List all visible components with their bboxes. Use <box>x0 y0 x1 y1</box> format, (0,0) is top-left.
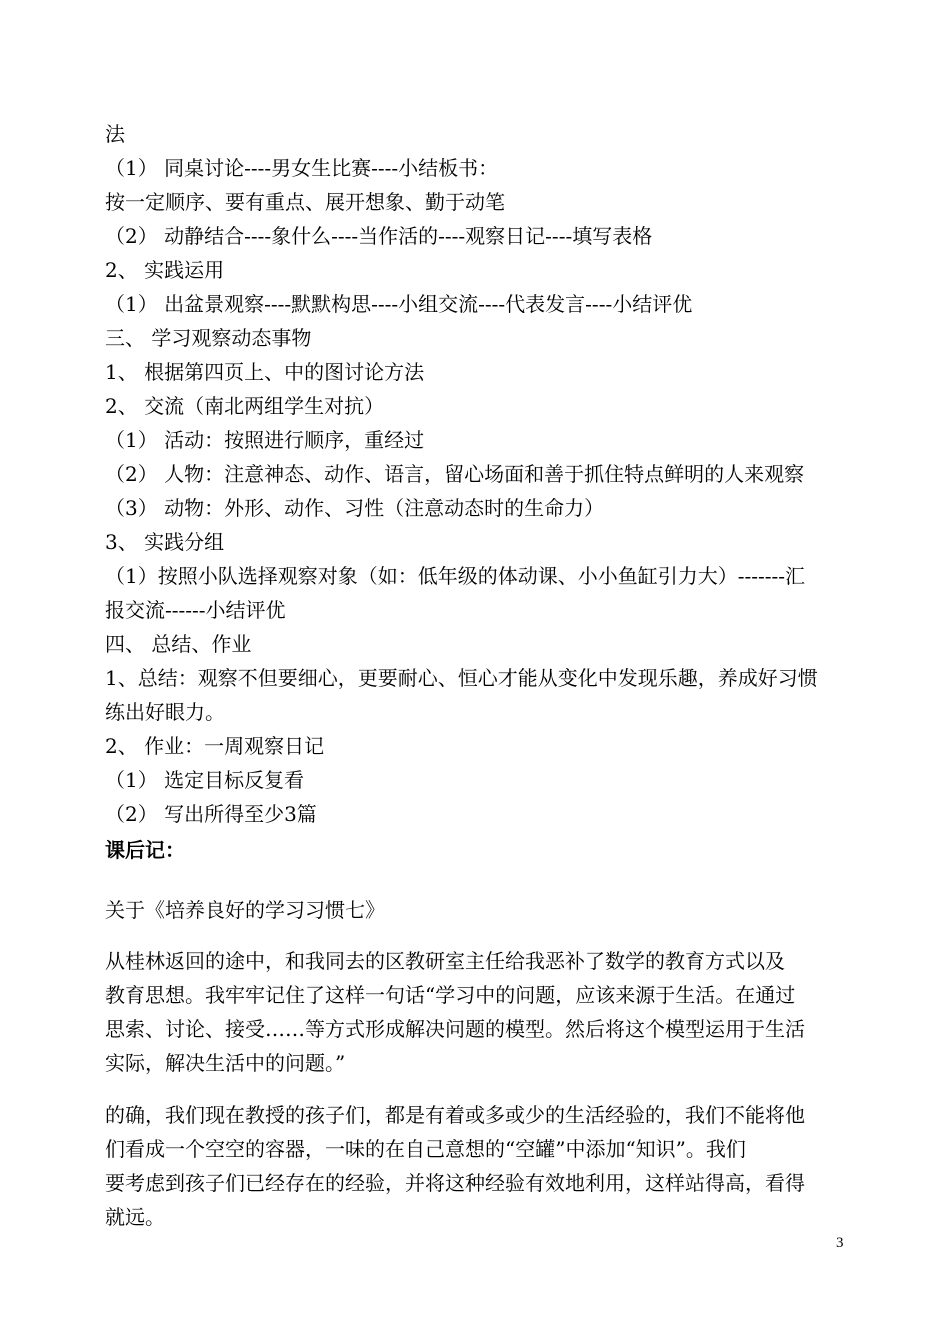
paragraph-line: 思索、讨论、接受……等方式形成解决问题的模型。然后将这个模型运用于生活 <box>105 1017 805 1041</box>
paragraph-line: 的确，我们现在教授的孩子们，都是有着或多或少的生活经验的，我们不能将他 <box>105 1103 805 1127</box>
after-class-heading: 课后记： <box>105 838 185 862</box>
paragraph-line: 就远。 <box>105 1205 165 1229</box>
text-line: 1、总结：观察不但要细心，更要耐心、恒心才能从变化中发现乐趣，养成好习惯 <box>105 666 818 690</box>
section-heading: 三、 学习观察动态事物 <box>105 326 312 350</box>
text-line: （1） 活动：按照进行顺序，重经过 <box>105 428 425 452</box>
text-line: （1） 选定目标反复看 <box>105 768 305 792</box>
text-line: 1、 根据第四页上、中的图讨论方法 <box>105 360 425 384</box>
paragraph-line: 教育思想。我牢牢记住了这样一句话“学习中的问题，应该来源于生活。在通过 <box>105 983 796 1007</box>
text-line: 3、 实践分组 <box>105 530 225 554</box>
text-line: 练出好眼力。 <box>105 700 225 724</box>
paragraph-line: 从桂林返回的途中，和我同去的区教研室主任给我恶补了数学的教育方式以及 <box>105 949 785 973</box>
text-line: （2） 人物：注意神态、动作、语言，留心场面和善于抓住特点鲜明的人来观察 <box>105 462 805 486</box>
paragraph-line: 要考虑到孩子们已经存在的经验，并将这种经验有效地利用，这样站得高，看得 <box>105 1171 805 1195</box>
article-title: 关于《培养良好的学习习惯七》 <box>105 898 385 922</box>
text-line: （3） 动物：外形、动作、习性（注意动态时的生命力） <box>105 496 605 520</box>
text-line: （2） 动静结合----象什么----当作活的----观察日记----填写表格 <box>105 224 653 248</box>
text-line: （1）按照小队选择观察对象（如：低年级的体动课、小小鱼缸引力大）-------汇 <box>105 564 806 588</box>
text-line: （2） 写出所得至少3篇 <box>105 802 317 826</box>
page-number: 3 <box>836 1235 844 1251</box>
text-line: 2、 实践运用 <box>105 258 225 282</box>
text-line: （1） 出盆景观察----默默构思----小组交流----代表发言----小结评优 <box>105 292 693 316</box>
text-line: 2、 交流（南北两组学生对抗） <box>105 394 385 418</box>
text-line: 报交流------小结评优 <box>105 598 286 622</box>
text-line: 法 <box>105 122 125 146</box>
paragraph-line: 们看成一个空空的容器，一味的在自己意想的“空罐”中添加“知识”。我们 <box>105 1137 746 1161</box>
text-line: （1） 同桌讨论----男女生比赛----小结板书： <box>105 156 499 180</box>
text-line: 按一定顺序、要有重点、展开想象、勤于动笔 <box>105 190 505 214</box>
text-line: 2、 作业：一周观察日记 <box>105 734 325 758</box>
section-heading: 四、 总结、作业 <box>105 632 252 656</box>
paragraph-line: 实际，解决生活中的问题。” <box>105 1051 346 1075</box>
